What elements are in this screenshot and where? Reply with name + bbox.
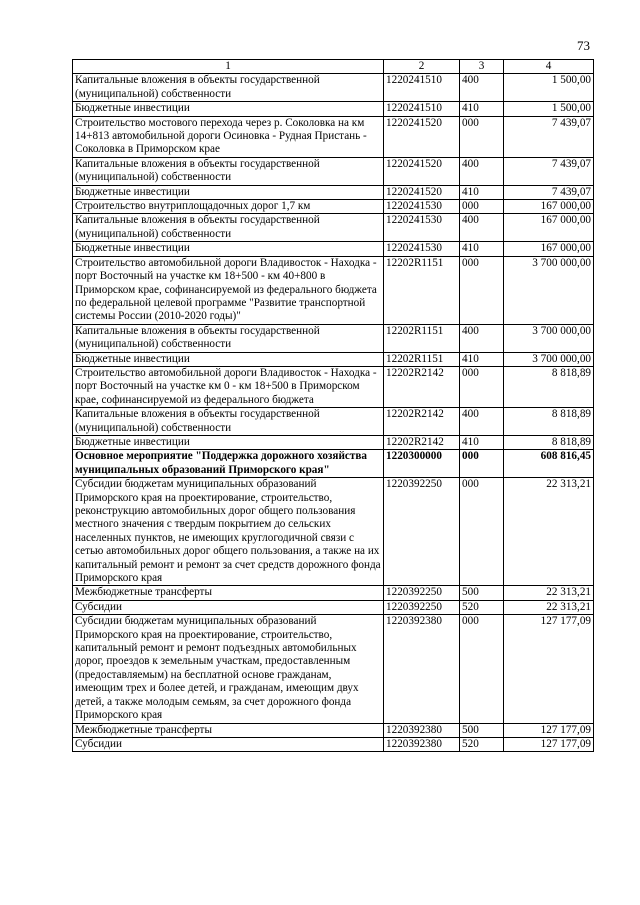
table-row bbox=[73, 352, 594, 366]
row-amount-cell: 22 313,21 bbox=[504, 600, 594, 614]
row-code-cell: 1220241510 bbox=[384, 102, 460, 116]
row-name-cell: Основное мероприятие "Поддержка дорожного хозяйства муниципальных образований Приморского края" bbox=[73, 450, 384, 478]
row-amount-cell: 8 818,89 bbox=[504, 435, 594, 449]
row-code-cell: 1220300000 bbox=[384, 450, 460, 478]
row-amount-cell: 22 313,21 bbox=[504, 478, 594, 586]
row-kind-cell: 000 bbox=[460, 450, 504, 478]
row-name-cell: Строительство внутриплощадочных дорог 1,7 км bbox=[73, 200, 384, 214]
row-kind-cell: 410 bbox=[460, 242, 504, 256]
table-row bbox=[73, 74, 594, 102]
row-amount-cell: 8 818,89 bbox=[504, 366, 594, 407]
row-kind-cell: 410 bbox=[460, 185, 504, 199]
row-kind-cell: 400 bbox=[460, 74, 504, 102]
row-code-cell: 1220241510 bbox=[384, 74, 460, 102]
row-kind-cell: 000 bbox=[460, 615, 504, 723]
row-kind-cell: 400 bbox=[460, 408, 504, 436]
row-amount-cell: 3 700 000,00 bbox=[504, 352, 594, 366]
table-row bbox=[73, 102, 594, 116]
row-name-cell: Бюджетные инвестиции bbox=[73, 242, 384, 256]
row-code-cell: 12202R1151 bbox=[384, 352, 460, 366]
table-row bbox=[73, 478, 594, 586]
row-code-cell: 1220392250 bbox=[384, 600, 460, 614]
row-name-cell: Капитальные вложения в объекты государственной (муниципальной) собственности bbox=[73, 157, 384, 185]
row-code-cell: 12202R1151 bbox=[384, 256, 460, 324]
row-name-cell: Бюджетные инвестиции bbox=[73, 352, 384, 366]
row-kind-cell: 410 bbox=[460, 352, 504, 366]
row-name-cell: Строительство автомобильной дороги Владивосток - Находка - порт Восточный на участке км 18+500 - км 40+800 в Приморском крае, софинансируемой из федерального бюджета по федеральной целевой программе "Развитие транспортной системы России (2010-2020 годы)" bbox=[73, 256, 384, 324]
row-name-cell: Бюджетные инвестиции bbox=[73, 435, 384, 449]
row-kind-cell: 520 bbox=[460, 737, 504, 751]
row-amount-cell: 8 818,89 bbox=[504, 408, 594, 436]
header-col-3: 3 bbox=[460, 60, 504, 74]
row-code-cell: 1220392380 bbox=[384, 723, 460, 737]
table-row bbox=[73, 157, 594, 185]
row-amount-cell: 608 816,45 bbox=[504, 450, 594, 478]
row-name-cell: Строительство автомобильной дороги Владивосток - Находка - порт Восточный на участке км 0 - км 18+500 в Приморском крае, софинансируемой из федерального бюджета bbox=[73, 366, 384, 407]
row-code-cell: 1220241520 bbox=[384, 157, 460, 185]
row-code-cell: 1220392380 bbox=[384, 737, 460, 751]
row-code-cell: 12202R2142 bbox=[384, 366, 460, 407]
table-row bbox=[73, 214, 594, 242]
page-number: 73 bbox=[577, 38, 590, 53]
header-col-4: 4 bbox=[504, 60, 594, 74]
row-kind-cell: 410 bbox=[460, 435, 504, 449]
row-kind-cell: 500 bbox=[460, 723, 504, 737]
row-code-cell: 1220241520 bbox=[384, 185, 460, 199]
row-name-cell: Бюджетные инвестиции bbox=[73, 102, 384, 116]
row-name-cell: Строительство мостового перехода через р. Соколовка на км 14+813 автомобильной дороги Осиновка - Рудная Пристань - Соколовка в Приморском крае bbox=[73, 116, 384, 157]
table-row bbox=[73, 600, 594, 614]
row-amount-cell: 127 177,09 bbox=[504, 615, 594, 723]
row-amount-cell: 3 700 000,00 bbox=[504, 324, 594, 352]
row-name-cell: Межбюджетные трансферты bbox=[73, 586, 384, 600]
row-name-cell: Субсидии bbox=[73, 737, 384, 751]
row-kind-cell: 000 bbox=[460, 366, 504, 407]
table-row bbox=[73, 185, 594, 199]
row-name-cell: Капитальные вложения в объекты государственной (муниципальной) собственности bbox=[73, 74, 384, 102]
header-col-1: 1 bbox=[73, 60, 384, 74]
row-kind-cell: 400 bbox=[460, 157, 504, 185]
table-row bbox=[73, 256, 594, 324]
table-row bbox=[73, 737, 594, 751]
row-code-cell: 1220392380 bbox=[384, 615, 460, 723]
row-kind-cell: 400 bbox=[460, 324, 504, 352]
header-col-2: 2 bbox=[384, 60, 460, 74]
row-code-cell: 1220241530 bbox=[384, 242, 460, 256]
table-row bbox=[73, 450, 594, 478]
row-amount-cell: 22 313,21 bbox=[504, 586, 594, 600]
row-name-cell: Субсидии bbox=[73, 600, 384, 614]
table-row bbox=[73, 200, 594, 214]
row-kind-cell: 400 bbox=[460, 214, 504, 242]
row-name-cell: Межбюджетные трансферты bbox=[73, 723, 384, 737]
row-name-cell: Субсидии бюджетам муниципальных образований Приморского края на проектирование, строительство, реконструкцию автомобильных дорог общего пользования местного значения с твердым покрытием до сельских населенных пунктов, не имеющих круглогодичной связи с сетью автомобильных дорог общего пользования, а также на их капитальный ремонт и ремонт за счет средств дорожного фонда Приморского края bbox=[73, 478, 384, 586]
row-amount-cell: 7 439,07 bbox=[504, 157, 594, 185]
row-amount-cell: 167 000,00 bbox=[504, 214, 594, 242]
row-amount-cell: 127 177,09 bbox=[504, 723, 594, 737]
row-code-cell: 12202R2142 bbox=[384, 435, 460, 449]
table-row bbox=[73, 435, 594, 449]
table-row bbox=[73, 242, 594, 256]
budget-table bbox=[72, 59, 594, 752]
row-amount-cell: 127 177,09 bbox=[504, 737, 594, 751]
table-row bbox=[73, 116, 594, 157]
row-kind-cell: 410 bbox=[460, 102, 504, 116]
row-code-cell: 12202R2142 bbox=[384, 408, 460, 436]
table-row bbox=[73, 586, 594, 600]
row-kind-cell: 000 bbox=[460, 116, 504, 157]
table-header-row bbox=[73, 60, 594, 74]
table-row bbox=[73, 615, 594, 723]
row-code-cell: 1220241530 bbox=[384, 200, 460, 214]
row-kind-cell: 500 bbox=[460, 586, 504, 600]
row-amount-cell: 7 439,07 bbox=[504, 116, 594, 157]
table-row bbox=[73, 324, 594, 352]
row-amount-cell: 3 700 000,00 bbox=[504, 256, 594, 324]
row-amount-cell: 1 500,00 bbox=[504, 74, 594, 102]
row-code-cell: 1220241530 bbox=[384, 214, 460, 242]
row-kind-cell: 000 bbox=[460, 478, 504, 586]
row-kind-cell: 520 bbox=[460, 600, 504, 614]
row-name-cell: Субсидии бюджетам муниципальных образований Приморского края на проектирование, строительство, капитальный ремонт и ремонт подъездных автомобильных дорог, проездов к земельным участкам, предоставленным (предоставляемым) на бесплатной основе гражданам, имеющим трех и более детей, и гражданам, имеющим двух детей, а также молодым семьям, за счет дорожного фонда Приморского края bbox=[73, 615, 384, 723]
row-code-cell: 1220392250 bbox=[384, 478, 460, 586]
row-name-cell: Капитальные вложения в объекты государственной (муниципальной) собственности bbox=[73, 408, 384, 436]
row-code-cell: 12202R1151 bbox=[384, 324, 460, 352]
row-name-cell: Капитальные вложения в объекты государственной (муниципальной) собственности bbox=[73, 324, 384, 352]
row-amount-cell: 167 000,00 bbox=[504, 242, 594, 256]
row-kind-cell: 000 bbox=[460, 200, 504, 214]
row-amount-cell: 7 439,07 bbox=[504, 185, 594, 199]
row-name-cell: Бюджетные инвестиции bbox=[73, 185, 384, 199]
table-row bbox=[73, 723, 594, 737]
table-row bbox=[73, 366, 594, 407]
row-kind-cell: 000 bbox=[460, 256, 504, 324]
row-amount-cell: 1 500,00 bbox=[504, 102, 594, 116]
table-row bbox=[73, 408, 594, 436]
row-amount-cell: 167 000,00 bbox=[504, 200, 594, 214]
row-code-cell: 1220392250 bbox=[384, 586, 460, 600]
row-name-cell: Капитальные вложения в объекты государственной (муниципальной) собственности bbox=[73, 214, 384, 242]
row-code-cell: 1220241520 bbox=[384, 116, 460, 157]
